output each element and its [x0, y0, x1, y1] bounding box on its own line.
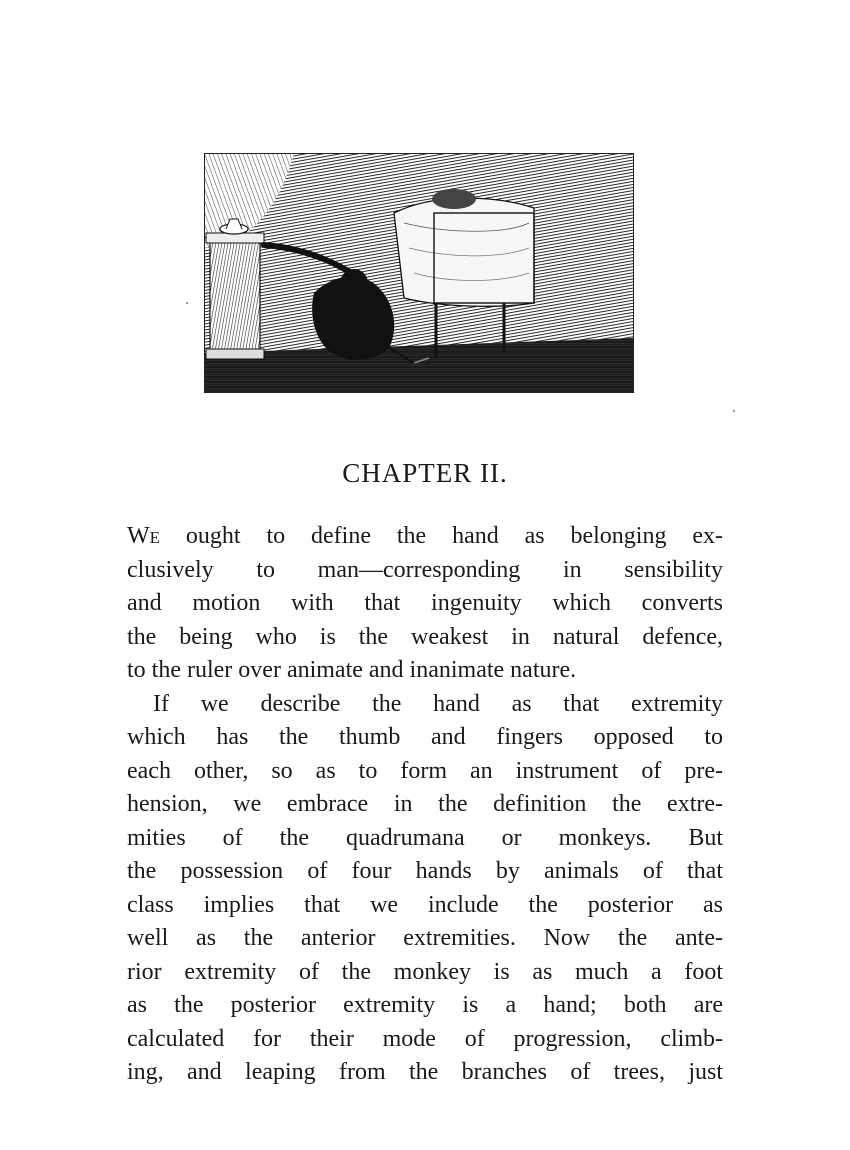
- paper-speck: [186, 302, 188, 304]
- text-line: hension, we embrace in the definition the extre-: [127, 791, 723, 817]
- text-line: and motion with that ingenuity which converts: [127, 590, 723, 616]
- text-line: which has the thumb and fingers opposed to: [127, 724, 723, 750]
- text-line: If we describe the hand as that extremity: [153, 690, 723, 717]
- text-line: clusively to man—corresponding in sensibility: [127, 556, 723, 583]
- text-line: the being who is the weakest in natural defence,: [127, 623, 723, 650]
- text-line: calculated for their mode of progression, climb-: [127, 1025, 723, 1052]
- text-line: [127, 520, 723, 554]
- small-cap: E: [149, 528, 161, 547]
- text-line: well as the anterior extremities. Now the ante-: [127, 925, 723, 951]
- body-text: [127, 520, 723, 1090]
- drop-cap: W: [127, 523, 150, 549]
- paper-speck: [733, 410, 735, 412]
- text-line: the possession of four hands by animals of that: [127, 858, 723, 884]
- text-line: ing, and leaping from the branches of trees, just: [127, 1059, 723, 1085]
- text-line: each other, so as to form an instrument of pre-: [127, 757, 723, 784]
- text-line: as the posterior extremity is a hand; both are: [127, 992, 723, 1018]
- chapter-title: CHAPTER II.: [342, 458, 508, 488]
- text-line: to the ruler over animate and inanimate nature.: [127, 657, 577, 683]
- text-line: mities of the quadrumana or monkeys. But: [127, 824, 723, 851]
- engraving-illustration: [204, 153, 634, 393]
- text-line-content: ought to define the hand as belonging ex-: [160, 523, 723, 549]
- engraving-svg: [204, 153, 634, 393]
- text-line: rior extremity of the monkey is as much a foot: [127, 958, 723, 985]
- text-line: class implies that we include the posterior as: [127, 891, 723, 918]
